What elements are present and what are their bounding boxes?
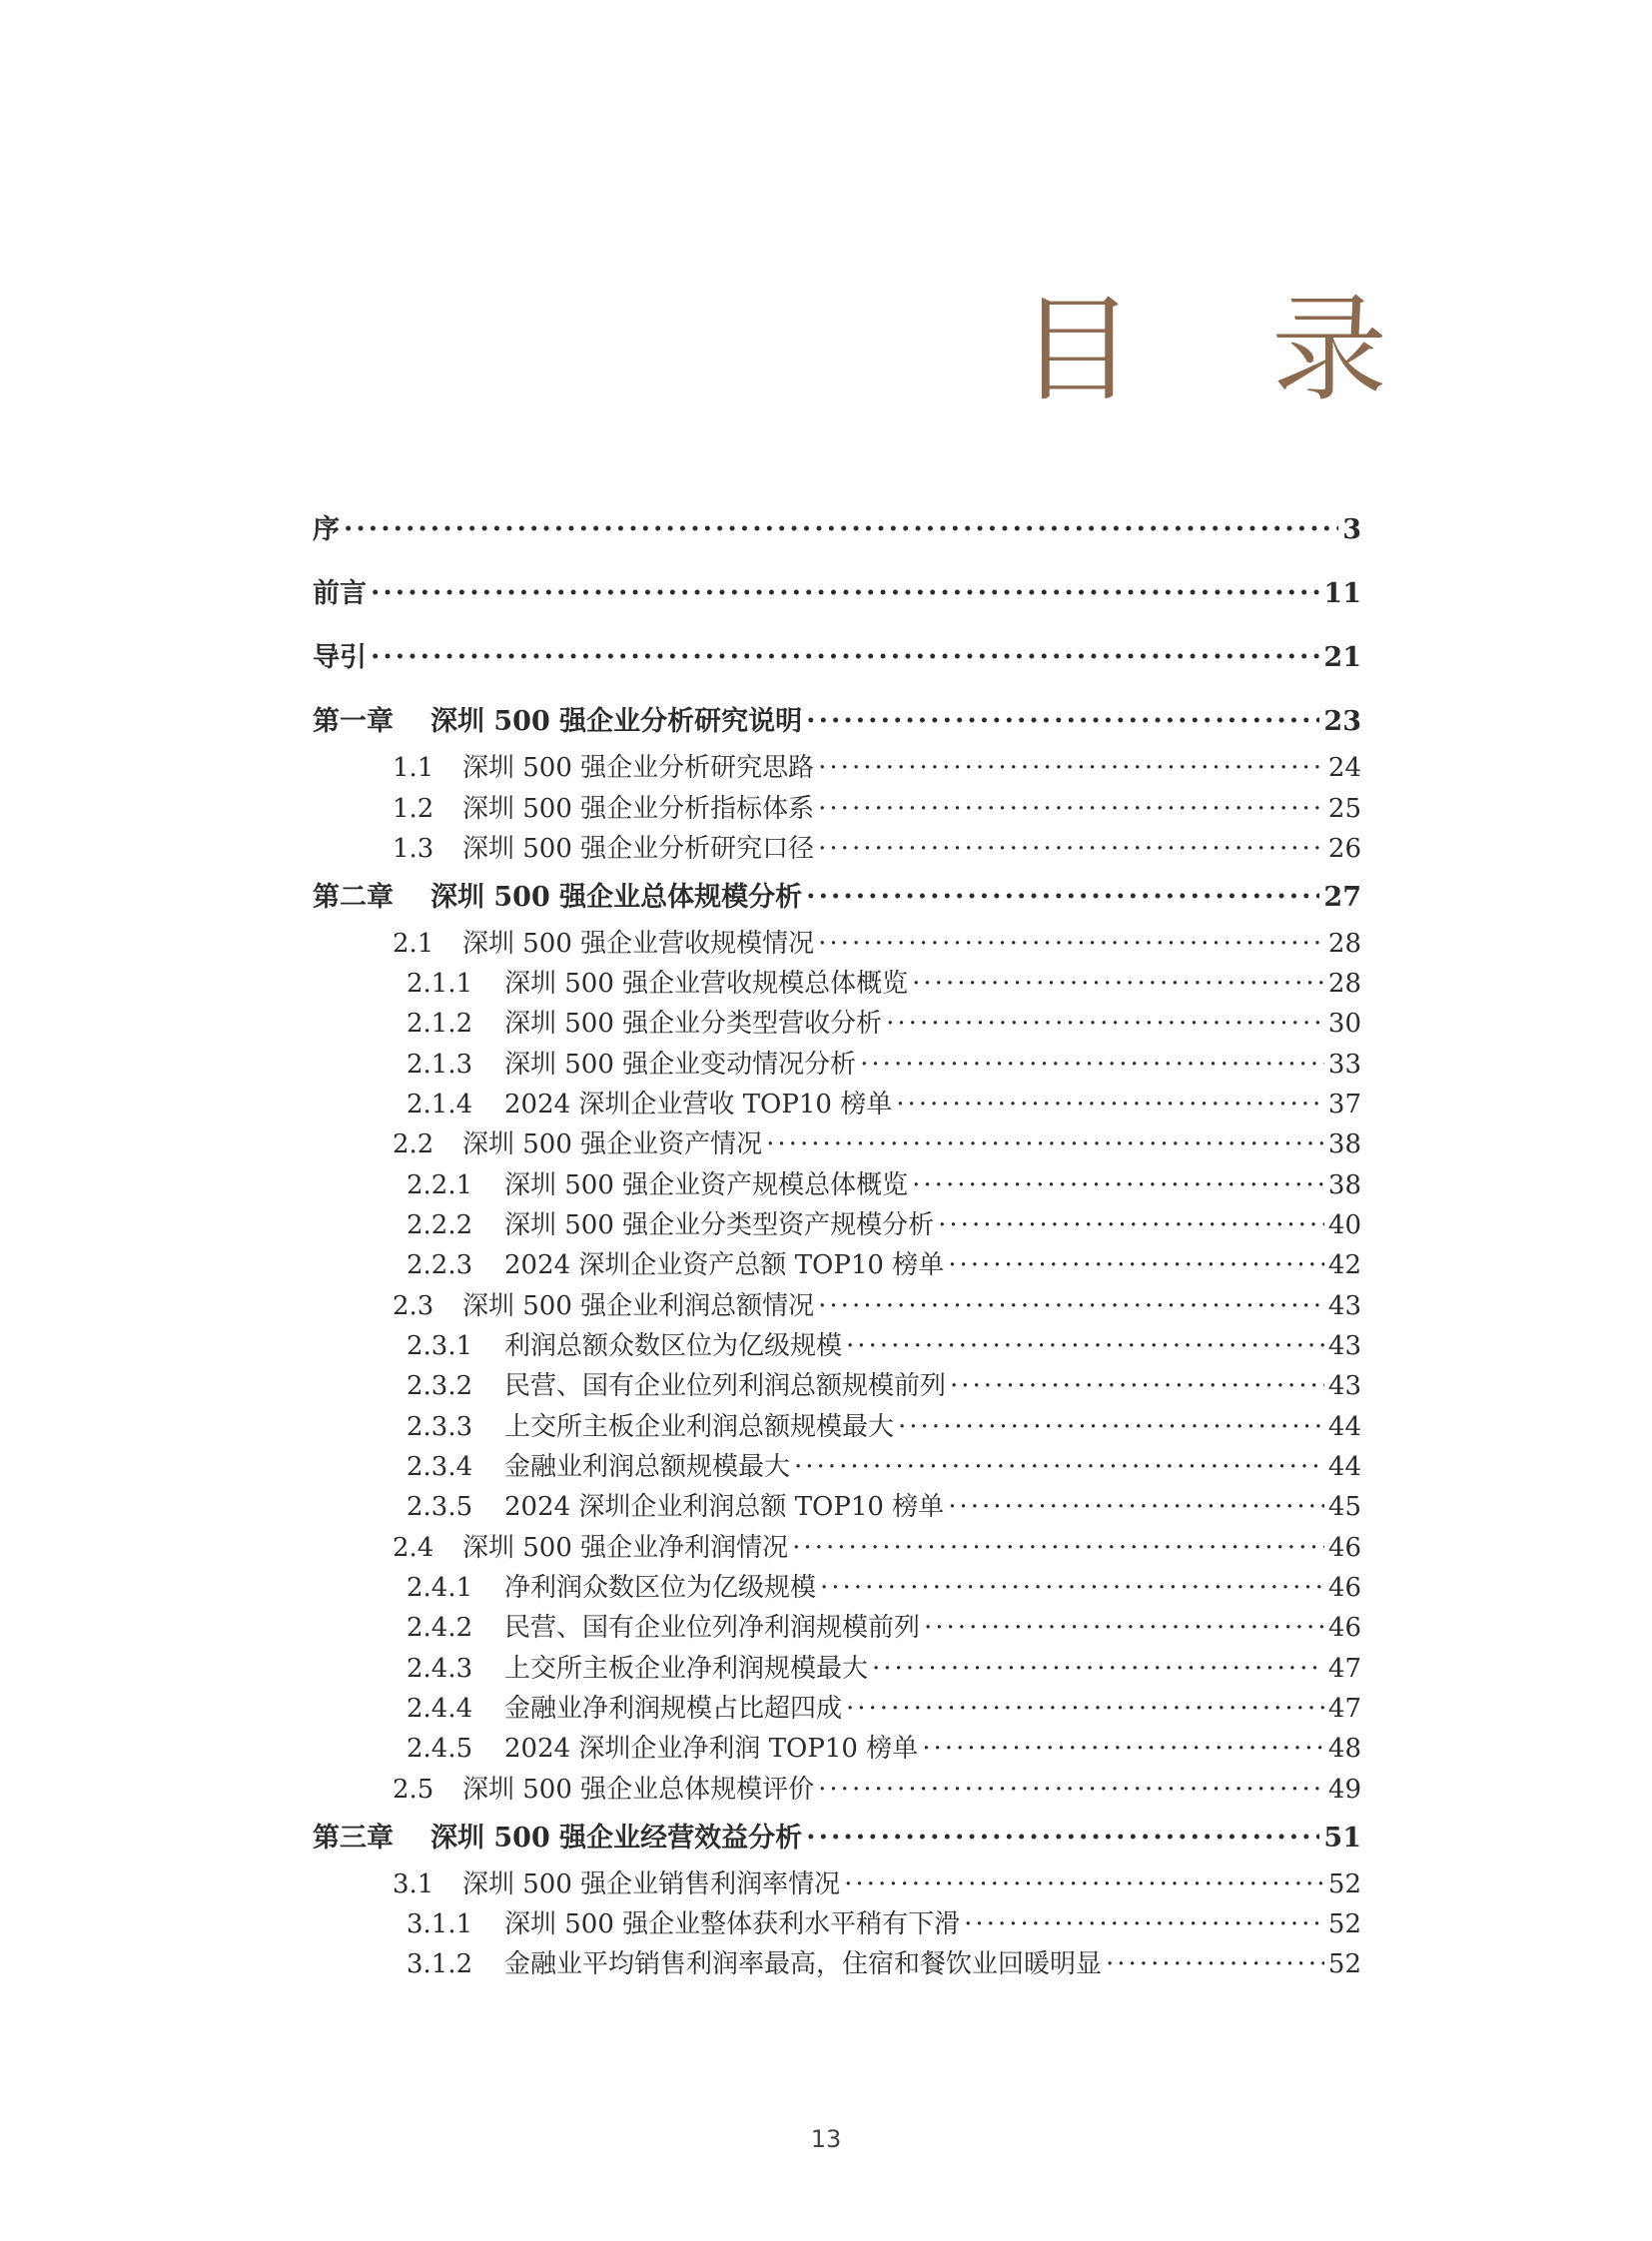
dot-leader <box>872 1651 1324 1677</box>
toc-entry-page: 37 <box>1327 1090 1361 1120</box>
toc-entry-label: 深圳 500 强企业资产情况 <box>462 1129 763 1159</box>
toc-entry-label: 深圳 500 强企业分析指标体系 <box>462 794 815 824</box>
toc-entry-page: 24 <box>1327 753 1361 783</box>
toc-entry-page: 46 <box>1327 1533 1361 1563</box>
toc-entry[interactable] <box>313 1204 1361 1241</box>
toc-entry-page: 51 <box>1323 1823 1361 1854</box>
toc-entry[interactable] <box>313 788 1361 825</box>
toc-entry[interactable] <box>313 1123 1361 1160</box>
toc-entry-number: 1.2 <box>393 794 434 824</box>
dot-leader <box>896 1087 1324 1113</box>
dot-leader <box>818 926 1324 952</box>
dot-leader <box>886 1006 1324 1032</box>
dot-leader <box>860 1047 1324 1073</box>
toc-entry[interactable] <box>313 1406 1361 1443</box>
toc-entry[interactable] <box>313 1769 1361 1806</box>
toc-entry[interactable] <box>313 1003 1361 1040</box>
dot-leader <box>950 1368 1324 1394</box>
toc-entry[interactable] <box>313 828 1361 865</box>
toc-entry-page: 38 <box>1327 1170 1361 1200</box>
toc-entry-page: 26 <box>1327 834 1361 864</box>
toc-entry-label: 2024 深圳企业利润总额 TOP10 榜单 <box>504 1492 945 1522</box>
toc-entry-page: 52 <box>1327 1869 1361 1899</box>
toc-entry-label: 深圳 500 强企业销售利润率情况 <box>462 1869 841 1899</box>
toc-entry-number: 2.2 <box>393 1129 434 1159</box>
toc-entry[interactable] <box>313 507 1361 546</box>
toc-entry-label: 深圳 500 强企业营收规模情况 <box>462 929 815 959</box>
dot-leader <box>924 1610 1324 1636</box>
toc-entry-label: 上交所主板企业净利润规模最大 <box>504 1654 869 1684</box>
toc-entry-label: 深圳 500 强企业经营效益分析 <box>430 1823 803 1854</box>
toc-entry-page: 46 <box>1327 1573 1361 1603</box>
toc-entry[interactable] <box>313 1688 1361 1725</box>
dot-leader <box>948 1247 1324 1273</box>
toc-entry[interactable] <box>313 1164 1361 1201</box>
toc-entry-page: 43 <box>1327 1331 1361 1361</box>
toc-entry-page: 47 <box>1327 1694 1361 1724</box>
toc-entry[interactable] <box>313 571 1361 610</box>
toc-entry-label: 2024 深圳企业营收 TOP10 榜单 <box>504 1090 893 1120</box>
toc-entry-number: 2.4.5 <box>407 1734 473 1764</box>
dot-leader <box>846 1328 1324 1354</box>
toc-entry-page: 21 <box>1323 642 1361 673</box>
dot-leader <box>806 703 1319 730</box>
toc-entry[interactable] <box>313 923 1361 960</box>
toc-entry[interactable] <box>313 963 1361 1000</box>
toc-entry-number: 2.4.4 <box>407 1694 473 1724</box>
toc-entry-page: 43 <box>1327 1291 1361 1321</box>
toc-entry-label: 深圳 500 强企业分类型营收分析 <box>504 1009 883 1039</box>
toc-entry-number: 2.3.4 <box>407 1452 473 1482</box>
dot-leader <box>371 575 1319 602</box>
toc-entry[interactable] <box>313 1325 1361 1362</box>
toc-entry-label: 2024 深圳企业净利润 TOP10 榜单 <box>504 1734 919 1764</box>
toc-entry-page: 23 <box>1323 706 1361 737</box>
toc-entry-number: 2.4.2 <box>407 1613 473 1643</box>
toc-entry-number: 2.3.5 <box>407 1492 473 1522</box>
toc-entry-page: 44 <box>1327 1412 1361 1442</box>
dot-leader <box>948 1489 1324 1515</box>
toc-entry-number: 2.1.2 <box>407 1009 473 1039</box>
toc-entry[interactable] <box>313 1607 1361 1644</box>
toc-entry-page: 11 <box>1323 578 1361 609</box>
toc-entry-label: 民营、国有企业位列净利润规模前列 <box>504 1613 921 1643</box>
toc-entry-label: 深圳 500 强企业营收规模总体概览 <box>504 969 909 999</box>
toc-entry-page: 45 <box>1327 1492 1361 1522</box>
toc-entry-page: 49 <box>1327 1775 1361 1805</box>
dot-leader <box>844 1867 1324 1892</box>
toc-entry-number: 3.1.2 <box>407 1949 473 1979</box>
dot-leader <box>922 1731 1324 1757</box>
toc-entry-page: 40 <box>1327 1210 1361 1240</box>
toc-entry-label: 深圳 500 强企业分析研究说明 <box>430 706 803 737</box>
toc-entry-number: 2.3.3 <box>407 1412 473 1442</box>
toc-entry-label: 深圳 500 强企业分类型资产规模分析 <box>504 1210 935 1240</box>
toc-entry[interactable] <box>313 1567 1361 1604</box>
dot-leader <box>912 1167 1324 1193</box>
toc-entry-label: 深圳 500 强企业分析研究口径 <box>462 834 815 864</box>
toc-entry-number: 3.1 <box>393 1869 434 1899</box>
toc-entry-page: 43 <box>1327 1371 1361 1401</box>
toc-entry-label: 深圳 500 强企业分析研究思路 <box>462 753 815 783</box>
toc-entry-number: 2.4.1 <box>407 1573 473 1603</box>
toc-entry-number: 2.5 <box>393 1775 434 1805</box>
dot-leader <box>344 511 1338 538</box>
toc-entry-number: 2.4 <box>393 1533 434 1563</box>
dot-leader <box>818 1288 1324 1314</box>
toc-entry-page: 52 <box>1327 1949 1361 1979</box>
toc-entry[interactable] <box>313 1044 1361 1081</box>
toc-entry[interactable] <box>313 1527 1361 1564</box>
toc-entry-number: 2.1.4 <box>407 1090 473 1120</box>
toc-entry-page: 3 <box>1342 514 1361 545</box>
toc-entry-label: 深圳 500 强企业资产规模总体概览 <box>504 1170 909 1200</box>
toc-entry-label: 金融业利润总额规模最大 <box>504 1452 791 1482</box>
dot-leader <box>792 1530 1324 1556</box>
dot-leader <box>818 1772 1324 1798</box>
toc-entry-page: 33 <box>1327 1050 1361 1080</box>
toc-entry[interactable] <box>313 1943 1361 1980</box>
toc-entry[interactable] <box>313 699 1361 738</box>
dot-leader <box>806 879 1319 906</box>
dot-leader <box>964 1906 1324 1932</box>
dot-leader <box>818 791 1324 817</box>
dot-leader <box>898 1409 1324 1435</box>
toc-entry-label: 深圳 500 强企业整体获利水平稍有下滑 <box>504 1909 961 1939</box>
toc-entry-label: 深圳 500 强企业净利润情况 <box>462 1533 789 1563</box>
toc-entry-page: 28 <box>1327 969 1361 999</box>
toc-entry-number: 2.1 <box>393 929 434 959</box>
toc-entry-label: 民营、国有企业位列利润总额规模前列 <box>504 1371 947 1401</box>
toc-entry-page: 28 <box>1327 929 1361 959</box>
toc-entry-number: 第一章 <box>313 706 394 737</box>
toc-entry-page: 48 <box>1327 1734 1361 1764</box>
toc-entry-label: 深圳 500 强企业总体规模分析 <box>430 882 803 913</box>
toc-entry-page: 47 <box>1327 1654 1361 1684</box>
toc-entry-number: 1.1 <box>393 753 434 783</box>
dot-leader <box>766 1126 1324 1152</box>
toc-entry-number: 2.2.2 <box>407 1210 473 1240</box>
toc-entry-label: 上交所主板企业利润总额规模最大 <box>504 1412 895 1442</box>
toc-entry-number: 2.2.1 <box>407 1170 473 1200</box>
toc-entry[interactable] <box>313 1728 1361 1765</box>
toc-entry[interactable] <box>313 875 1361 914</box>
dot-leader <box>1106 1946 1324 1972</box>
page-title: 目 录 <box>1019 283 1437 417</box>
toc-entry[interactable] <box>313 1864 1361 1900</box>
dot-leader <box>818 831 1324 857</box>
toc-entry-number: 2.1.3 <box>407 1050 473 1080</box>
dot-leader <box>846 1691 1324 1717</box>
toc-entry[interactable] <box>313 1903 1361 1940</box>
toc-entry-number: 第三章 <box>313 1823 394 1854</box>
toc-entry-number: 第二章 <box>313 882 394 913</box>
dot-leader <box>371 639 1319 666</box>
toc-entry-number: 2.1.1 <box>407 969 473 999</box>
dot-leader <box>938 1207 1324 1233</box>
toc-entry-number: 2.3.1 <box>407 1331 473 1361</box>
dot-leader <box>818 750 1324 776</box>
toc-entry-page: 27 <box>1323 882 1361 913</box>
toc-entry-number: 2.4.3 <box>407 1654 473 1684</box>
toc-entry[interactable] <box>313 1446 1361 1483</box>
toc-entry-label: 金融业净利润规模占比超四成 <box>504 1694 843 1724</box>
toc-entry-label: 金融业平均销售利润率最高，住宿和餐饮业回暖明显 <box>504 1949 1103 1979</box>
toc-entry[interactable] <box>313 1244 1361 1281</box>
toc-entry[interactable] <box>313 747 1361 784</box>
dot-leader <box>806 1820 1319 1847</box>
toc-entry-label: 利润总额众数区位为亿级规模 <box>504 1331 843 1361</box>
toc-entry-label: 导引 <box>313 642 367 673</box>
toc-entry-label: 深圳 500 强企业变动情况分析 <box>504 1050 857 1080</box>
toc-entry-page: 44 <box>1327 1452 1361 1482</box>
toc-entry-page: 38 <box>1327 1129 1361 1159</box>
toc-entry-label: 深圳 500 强企业总体规模评价 <box>462 1775 815 1805</box>
toc-entry-number: 3.1.1 <box>407 1909 473 1939</box>
toc-entry[interactable] <box>313 1285 1361 1322</box>
dot-leader <box>912 966 1324 992</box>
toc-entry-page: 52 <box>1327 1909 1361 1939</box>
toc-entry-page: 42 <box>1327 1250 1361 1280</box>
dot-leader <box>820 1570 1324 1596</box>
toc-entry[interactable] <box>313 1816 1361 1855</box>
toc-entry[interactable] <box>313 1648 1361 1685</box>
toc-entry-page: 25 <box>1327 794 1361 824</box>
toc-entry-number: 2.3.2 <box>407 1371 473 1401</box>
toc-entry[interactable] <box>313 1486 1361 1523</box>
toc-entry-label: 2024 深圳企业资产总额 TOP10 榜单 <box>504 1250 945 1280</box>
toc-entry-label: 净利润众数区位为亿级规模 <box>504 1573 817 1603</box>
toc-entry-label: 深圳 500 强企业利润总额情况 <box>462 1291 815 1321</box>
toc-entry-page: 46 <box>1327 1613 1361 1643</box>
toc-entry-label: 序 <box>313 514 340 545</box>
toc-entry[interactable] <box>313 1365 1361 1402</box>
toc-entry-number: 2.2.3 <box>407 1250 473 1280</box>
toc-entry-number: 1.3 <box>393 834 434 864</box>
toc-entry-label: 前言 <box>313 578 367 609</box>
dot-leader <box>794 1449 1324 1475</box>
toc-entry-number: 2.3 <box>393 1291 434 1321</box>
page-number: 13 <box>810 2125 842 2153</box>
toc-entry[interactable] <box>313 635 1361 674</box>
toc-entry[interactable] <box>313 1084 1361 1120</box>
toc-entry-page: 30 <box>1327 1009 1361 1039</box>
